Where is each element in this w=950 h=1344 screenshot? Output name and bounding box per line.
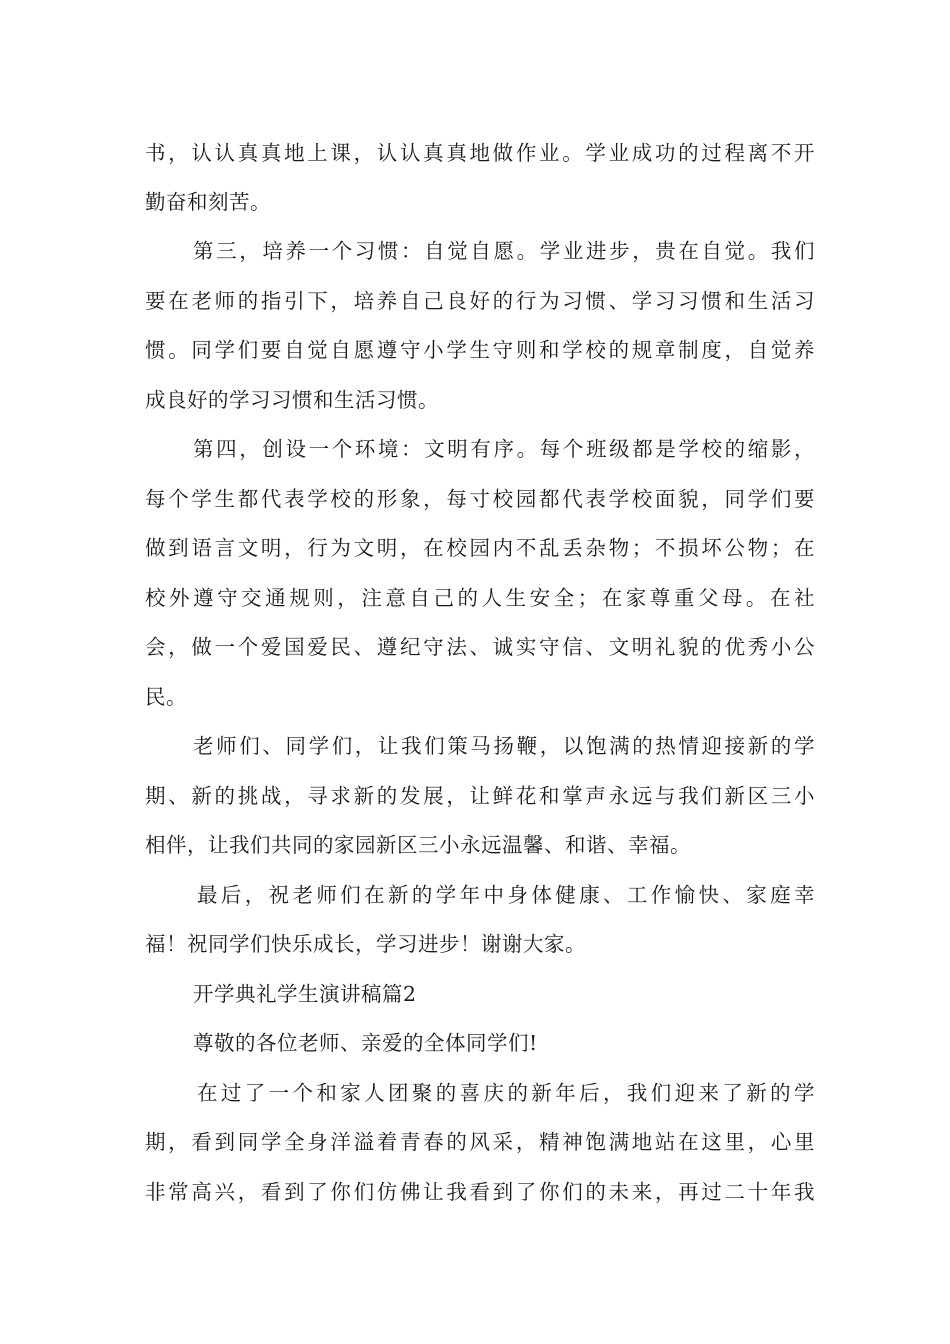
section-heading: 开学典礼学生演讲稿篇2 xyxy=(193,982,417,1006)
text-line: 福！祝同学们快乐成长，学习进步！谢谢大家。 xyxy=(145,932,586,956)
text-line: 相伴，让我们共同的家园新区三小永远温馨、和谐、幸福。 xyxy=(145,833,691,857)
paragraph-start-line: 在过了一个和家人团聚的喜庆的新年后，我们迎来了新的学 xyxy=(197,1081,815,1105)
text-line: 成良好的学习习惯和生活习惯。 xyxy=(145,388,439,412)
paragraph-start-line: 最后，祝老师们在新的学年中身体健康、工作愉快、家庭幸 xyxy=(197,883,815,907)
text-line: 期，看到同学全身洋溢着青春的风采，精神饱满地站在这里，心里 xyxy=(145,1130,815,1154)
text-line: 勤奋和刻苦。 xyxy=(145,190,271,214)
text-line: 会，做一个爱国爱民、遵纪守法、诚实守信、文明礼貌的优秀小公 xyxy=(145,635,815,659)
text-line: 做到语言文明，行为文明，在校园内不乱丢杂物；不损坏公物；在 xyxy=(145,536,815,560)
paragraph-start-line: 老师们、同学们，让我们策马扬鞭，以饱满的热情迎接新的学 xyxy=(193,734,815,758)
text-line: 书，认认真真地上课，认认真真地做作业。学业成功的过程离不开 xyxy=(145,141,815,165)
text-line: 要在老师的指引下，培养自己良好的行为习惯、学习习惯和生活习 xyxy=(145,289,815,313)
paragraph-start-line: 第四，创设一个环境：文明有序。每个班级都是学校的缩影， xyxy=(193,437,815,461)
text-line: 期、新的挑战，寻求新的发展，让鲜花和掌声永远与我们新区三小 xyxy=(145,784,815,808)
text-line: 每个学生都代表学校的形象，每寸校园都代表学校面貌，同学们要 xyxy=(145,487,815,511)
text-line: 民。 xyxy=(145,685,187,709)
paragraph-start-line: 第三，培养一个习惯：自觉自愿。学业进步，贵在自觉。我们 xyxy=(193,239,815,263)
text-line: 惯。同学们要自觉自愿遵守小学生守则和学校的规章制度，自觉养 xyxy=(145,338,815,362)
salutation-line: 尊敬的各位老师、亲爱的全体同学们! xyxy=(193,1031,538,1055)
text-line: 校外遵守交通规则，注意自己的人生安全；在家尊重父母。在社 xyxy=(145,586,815,610)
text-line: 非常高兴，看到了你们仿佛让我看到了你们的未来，再过二十年我 xyxy=(145,1180,815,1204)
